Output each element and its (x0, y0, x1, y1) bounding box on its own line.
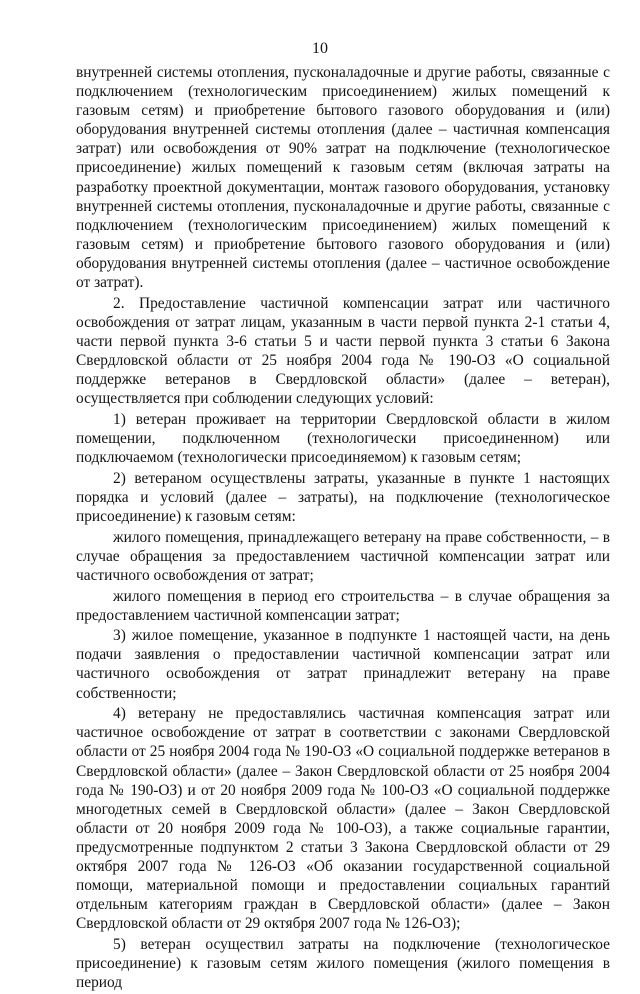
condition-3: 3) жилое помещение, указанное в подпункте 1 настоящей части, на день подачи заявления о предоставлении частичной компенсации затрат или частичного освобождения от затрат принадлежит ветерану на праве собственности; (76, 627, 610, 702)
condition-2-case-ownership: жилого помещения, принадлежащего ветерану на праве собственности, – в случае обращения за предоставлением частичной компенсации затрат или частичного освобождения от затрат; (76, 528, 610, 584)
condition-4: 4) ветерану не предоставлялись частичная компенсация затрат или частичное освобождение от затрат в соответствии с законами Свердловской области от 25 ноября 2004 года № 190-ОЗ «О социальной поддержке ветеранов в Свердловской области» (далее – Закон Свердловской области от 25 ноября 2004 года № 190-ОЗ) и от 20 ноября 2009 года № 100-ОЗ «О социальной поддержке многодетных семей в Свердловской области» (далее – Закон Свердловской области от 20 ноября 2009 года № 100-ОЗ), а также социальные гарантии, предусмотренные подпунктом 2 статьи 3 Закона Свердловской области от 29 октября 2007 года № 126-ОЗ «Об оказании государственной социальной помощи, материальной помощи и предоставлении социальных гарантий отдельным категориям граждан в Свердловской области» (далее – Закон Свердловской области от 29 октября 2007 года № 126-ОЗ); (76, 705, 610, 933)
paragraph-item-2: 2. Предоставление частичной компенсации затрат или частичного освобождения от затрат лицам, указанным в части первой пункта 2-1 статьи 4, части первой пункта 3-6 статьи 5 и части первой пункта 3 статьи 6 Закона Свердловской области от 25 ноября 2004 года № 190-ОЗ «О социальной поддержке ветеранов в Свердловской области» (далее – ветеран), осуществляется при соблюдении следующих условий: (76, 294, 610, 408)
paragraph-continuation: внутренней системы отопления, пусконаладочные и другие работы, связанные с подключением (технологическим присоединением) жилых помещений к газовым сетям) и приобретение бытового газового оборудования и (или) оборудования внутренней системы отопления (далее – частичная компенсация затрат) или освобождения от 90% затрат на подключение (технологическое присоединение) жилых помещений к газовым сетям (включая затраты на разработку проектной документации, монтаж газового оборудования, установку внутренней системы отопления, пусконаладочные и другие работы, связанные с подключением (технологическим присоединением) жилых помещений к газовым сетям) и приобретение бытового газового оборудования и (или) оборудования внутренней системы отопления (далее – частичное освобождение от затрат). (76, 64, 610, 292)
page-number: 10 (312, 40, 328, 57)
condition-5: 5) ветеран осуществил затраты на подключение (технологическое присоединение) к газовым сетям жилого помещения (жилого помещения в период (76, 935, 610, 992)
condition-2: 2) ветераном осуществлены затраты, указанные в пункте 1 настоящих порядка и условий (далее – затраты), на подключение (технологическое присоединение) к газовым сетям: (76, 469, 610, 525)
condition-1: 1) ветеран проживает на территории Свердловской области в жилом помещении, подключенном (технологически присоединенном) или подключаемом (технологически присоединяемом) к газовым сетям; (76, 410, 610, 467)
document-body (76, 63, 610, 994)
condition-2-case-construction: жилого помещения в период его строительства – в случае обращения за предоставлением частичной компенсации затрат; (76, 587, 610, 624)
